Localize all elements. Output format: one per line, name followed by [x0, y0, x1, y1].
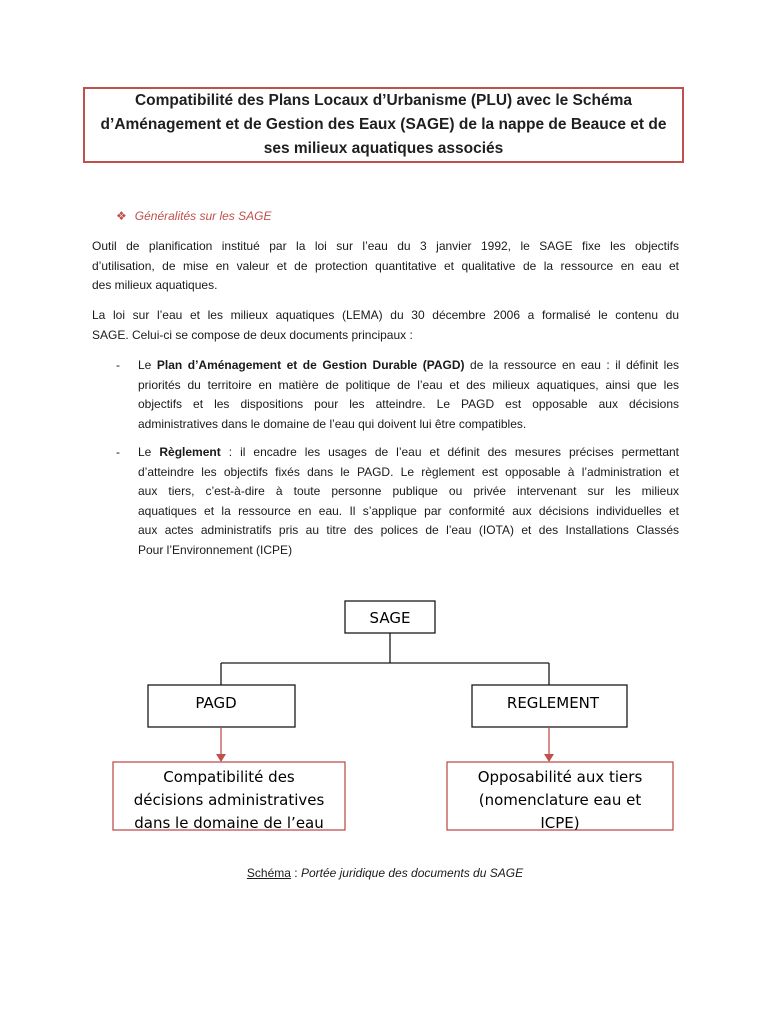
opposability-line: Opposabilité aux tiers [477, 768, 643, 786]
compatibility-line: Compatibilité des [163, 768, 295, 786]
arrow-right-head [544, 754, 554, 762]
section-heading [116, 209, 272, 223]
reglement-box-label: REGLEMENT [506, 694, 600, 712]
pagd-term: Plan d’Aménagement et de Gestion Durable (PAGD) [156, 358, 465, 372]
compatibility-line: dans le domaine de l’eau [134, 814, 324, 832]
diagram-caption: Schéma : Portée juridique des documents du SAGE [246, 866, 524, 880]
opposability-line: (nomenclature eau et [478, 791, 642, 809]
title-line: Compatibilité des Plans Locaux d’Urbanisme (PLU) avec le Schéma [134, 92, 632, 109]
compatibility-line: décisions administratives [133, 791, 325, 809]
caption-text: Portée juridique des documents du SAGE [300, 866, 524, 880]
section-heading-text: Généralités sur les SAGE [134, 209, 272, 223]
paragraph-intro: Outil de planification institué par la loi sur l’eau du 3 janvier 1992, le SAGE fixe les objectifs d’utilisation, de mise en valeur et de protection quantitative et qualitative de la ressource en eau et des milieux aquatiques. [92, 239, 679, 292]
sage-box-label: SAGE [369, 609, 411, 627]
document-title [83, 87, 684, 163]
reglement-term: Règlement [159, 445, 221, 459]
paragraph-lema: La loi sur l’eau et les milieux aquatiques (LEMA) du 30 décembre 2006 a formalisé le contenu du SAGE. Celui-ci se compose de deux documents principaux : [92, 308, 679, 342]
opposability-line: ICPE) [540, 814, 580, 832]
list-dash: - [116, 445, 120, 459]
arrow-left-head [216, 754, 226, 762]
sage-diagram [0, 590, 770, 840]
list-dash: - [116, 358, 120, 372]
title-line: d’Aménagement et de Gestion des Eaux (SAGE) de la nappe de Beauce et de [100, 116, 667, 133]
pagd-box-label: PAGD [195, 694, 237, 712]
caption-label: Schéma [246, 866, 291, 880]
title-line: ses milieux aquatiques associés [263, 140, 504, 157]
diamond-bullet-icon: ❖ [116, 209, 127, 223]
